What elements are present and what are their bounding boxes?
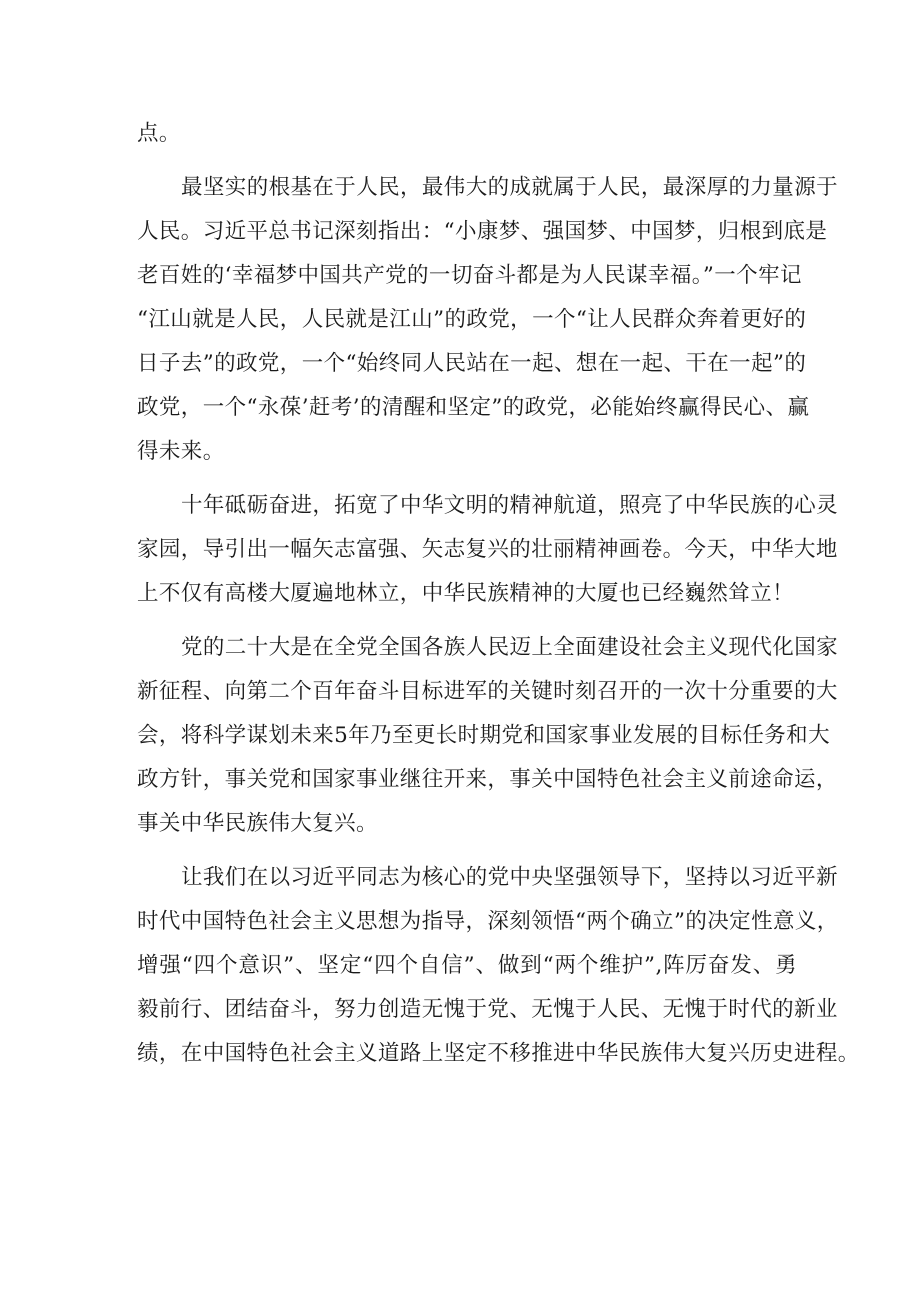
text-line: 党的二十大是在全党全国各族人民迈上全面建设社会主义现代化国家 bbox=[181, 635, 839, 660]
text-line: 得未来。 bbox=[137, 439, 225, 464]
text-line: 点。 bbox=[137, 121, 181, 146]
text-line: 会，将科学谋划未来5年乃至更长时期党和国家事业发展的目标任务和大 bbox=[137, 723, 830, 748]
text-line: 十年砥砺奋进，拓宽了中华文明的精神航道，照亮了中华民族的心灵 bbox=[181, 493, 839, 518]
text-line: 上不仅有高楼大厦遍地林立，中华民族精神的大厦也已经巍然耸立！ bbox=[137, 581, 795, 606]
paragraph-ten-years bbox=[137, 484, 839, 616]
text-line: 家园，导引出一幅矢志富强、矢志复兴的壮丽精神画卷。今天，中华大地 bbox=[137, 537, 838, 562]
text-line: 政方针，事关党和国家事业继往开来，事关中国特色社会主义前途命运， bbox=[137, 767, 838, 792]
text-line: 老百姓的‘幸福梦中国共产党的一切奋斗都是为人民谋幸福。”一个牢记 bbox=[137, 263, 802, 288]
text-line: 让我们在以习近平同志为核心的党中央坚强领导下，坚持以习近平新 bbox=[181, 865, 839, 890]
paragraph-twentieth-congress bbox=[137, 626, 839, 846]
text-line: 最坚实的根基在于人民，最伟大的成就属于人民，最深厚的力量源于 bbox=[181, 175, 839, 200]
paragraph-continuation bbox=[137, 112, 797, 156]
text-line: 绩，在中国特色社会主义道路上坚定不移推进中华民族伟大复兴历史进程。 bbox=[137, 1041, 860, 1066]
text-line: 事关中华民族伟大复兴。 bbox=[137, 811, 378, 836]
text-line: 政党，一个“永葆’赶考’的清醒和坚定”的政党，必能始终赢得民心、赢 bbox=[137, 395, 810, 420]
text-line: 时代中国特色社会主义思想为指导，深刻领悟“两个确立”的决定性意义， bbox=[137, 909, 839, 934]
document-body bbox=[137, 112, 860, 1086]
paragraph-call-to-action bbox=[137, 856, 860, 1076]
text-line: “江山就是人民，人民就是江山”的政党，一个“让人民群众奔着更好的 bbox=[137, 307, 807, 332]
text-line: 增强“四个意识”、坚定“四个自信”、做到“两个维护”,阵厉奋发、勇 bbox=[137, 953, 797, 978]
text-line: 人民。习近平总书记深刻指出：“小康梦、强国梦、中国梦，归根到底是 bbox=[137, 219, 828, 244]
text-line: 日子去”的政党，一个“始终同人民站在一起、想在一起、干在一起”的 bbox=[137, 351, 807, 376]
paragraph-people-foundation bbox=[137, 166, 839, 474]
text-line: 新征程、向第二个百年奋斗目标进军的关键时刻召开的一次十分重要的大 bbox=[137, 679, 838, 704]
text-line: 毅前行、团结奋斗，努力创造无愧于党、无愧于人民、无愧于时代的新业 bbox=[137, 997, 838, 1022]
